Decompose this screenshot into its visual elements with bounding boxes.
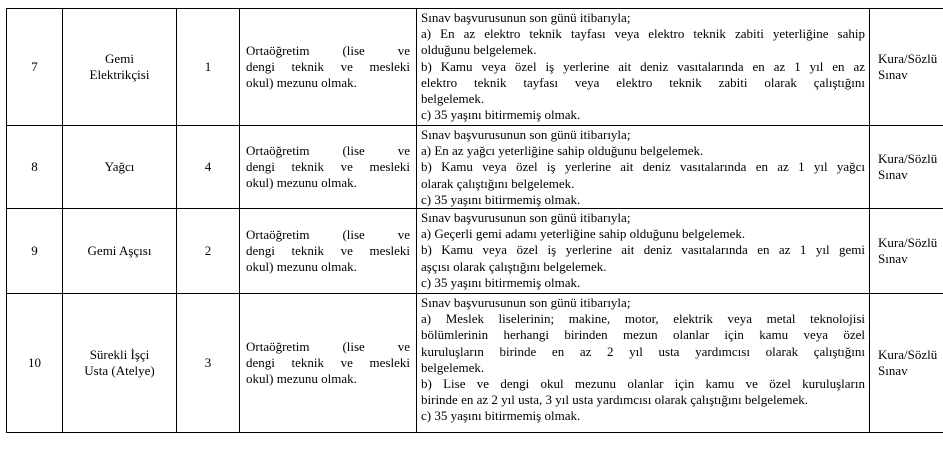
education-requirement: Ortaöğretim (lise ve dengi teknik ve mesleki okul) mezunu olmak. bbox=[240, 126, 417, 209]
exam-type: Kura/Sözlü Sınav bbox=[870, 294, 943, 433]
special-requirements: Sınav başvurusunun son günü itibarıyla; a) Meslek liselerinin; makine, motor, elektrik veya metal teknolojisi bölümlerinin herhangi birinden mezun olanlar için kamu veya özel kuruluşların birinde en az 2 yıl usta yardımcısı olarak çalıştığını belgelemek. b) Lise ve dengi okul mezunu olanlar için kamu ve özel kuruluşların birinde en az 2 yıl usta, 3 yıl usta yardımcısı olarak çalıştığını belgelemek. c) 35 yaşını bitirmemiş olmak. bbox=[417, 294, 870, 433]
position-title: Sürekli İşçi Usta (Atelye) bbox=[63, 294, 177, 433]
exam-type: Kura/Sözlü Sınav bbox=[870, 126, 943, 209]
position-count: 1 bbox=[177, 9, 240, 126]
position-title: Gemi Elektrikçisi bbox=[63, 9, 177, 126]
table-row bbox=[7, 294, 943, 433]
education-requirement: Ortaöğretim (lise ve dengi teknik ve mesleki okul) mezunu olmak. bbox=[240, 294, 417, 433]
row-number: 10 bbox=[7, 294, 63, 433]
table-row bbox=[7, 9, 943, 126]
position-count: 2 bbox=[177, 209, 240, 294]
row-number: 7 bbox=[7, 9, 63, 126]
requirements-table bbox=[6, 8, 943, 433]
row-number: 8 bbox=[7, 126, 63, 209]
position-count: 3 bbox=[177, 294, 240, 433]
position-title: Gemi Aşçısı bbox=[63, 209, 177, 294]
position-title: Yağcı bbox=[63, 126, 177, 209]
education-requirement: Ortaöğretim (lise ve dengi teknik ve mesleki okul) mezunu olmak. bbox=[240, 9, 417, 126]
table-row bbox=[7, 126, 943, 209]
row-number: 9 bbox=[7, 209, 63, 294]
position-count: 4 bbox=[177, 126, 240, 209]
special-requirements: Sınav başvurusunun son günü itibarıyla; a) En az elektro teknik tayfası veya elektro teknik zabiti yeterliğine sahip olduğunu belgelemek. b) Kamu veya özel iş yerlerine ait deniz vasıtalarında en az 1 yıl en az elektro teknik tayfası veya elektro teknik zabiti olarak çalıştığını belgelemek. c) 35 yaşını bitirmemiş olmak. bbox=[417, 9, 870, 126]
special-requirements: Sınav başvurusunun son günü itibarıyla; a) Geçerli gemi adamı yeterliğine sahip olduğunu belgelemek. b) Kamu veya özel iş yerlerine ait deniz vasıtalarında en az 1 yıl gemi aşçısı olarak çalıştığını belgelemek. c) 35 yaşını bitirmemiş olmak. bbox=[417, 209, 870, 294]
table-row bbox=[7, 209, 943, 294]
exam-type: Kura/Sözlü Sınav bbox=[870, 9, 943, 126]
education-requirement: Ortaöğretim (lise ve dengi teknik ve mesleki okul) mezunu olmak. bbox=[240, 209, 417, 294]
exam-type: Kura/Sözlü Sınav bbox=[870, 209, 943, 294]
special-requirements: Sınav başvurusunun son günü itibarıyla; a) En az yağcı yeterliğine sahip olduğunu belgelemek. b) Kamu veya özel iş yerlerine ait deniz vasıtalarında en az 1 yıl yağcı olarak çalıştığını belgelemek. c) 35 yaşını bitirmemiş olmak. bbox=[417, 126, 870, 209]
